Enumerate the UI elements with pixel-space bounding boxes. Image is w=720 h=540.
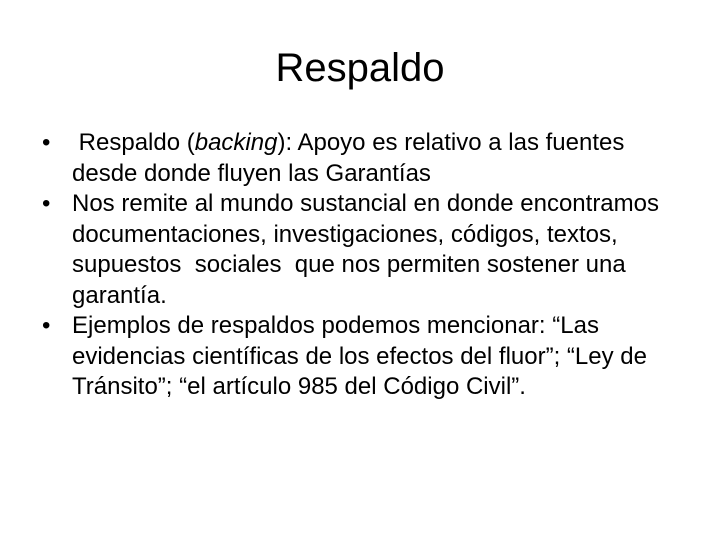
slide-title: Respaldo: [275, 46, 445, 90]
bullet-text: Nos remite al mundo sustancial en donde encontramos documentaciones, investigaciones, códigos, textos, supuestos sociales que nos permiten sostener una garantía.: [72, 190, 666, 309]
bullet-text-rest: ): Apoyo es relativo a las fuentes desde donde fluyen las Garantías: [72, 129, 625, 187]
bullet-text: Ejemplos de respaldos podemos mencionar: “Las evidencias científicas de los efectos del fluor”; “Ley de Tránsito”; “el artículo 985 del Código Civil”.: [72, 312, 647, 400]
bullet-item-backing: [42, 128, 692, 189]
bullet-list: [42, 128, 692, 403]
bullet-marker: •: [42, 190, 51, 217]
bullet-text-italic-term: backing: [194, 129, 278, 156]
bullet-marker: •: [42, 312, 51, 339]
bullet-marker: •: [42, 129, 51, 156]
bullet-item-mundo-sustancial: [42, 189, 692, 311]
bullet-text-lead: Respaldo (: [72, 129, 195, 156]
bullet-item-ejemplos: [42, 311, 692, 403]
